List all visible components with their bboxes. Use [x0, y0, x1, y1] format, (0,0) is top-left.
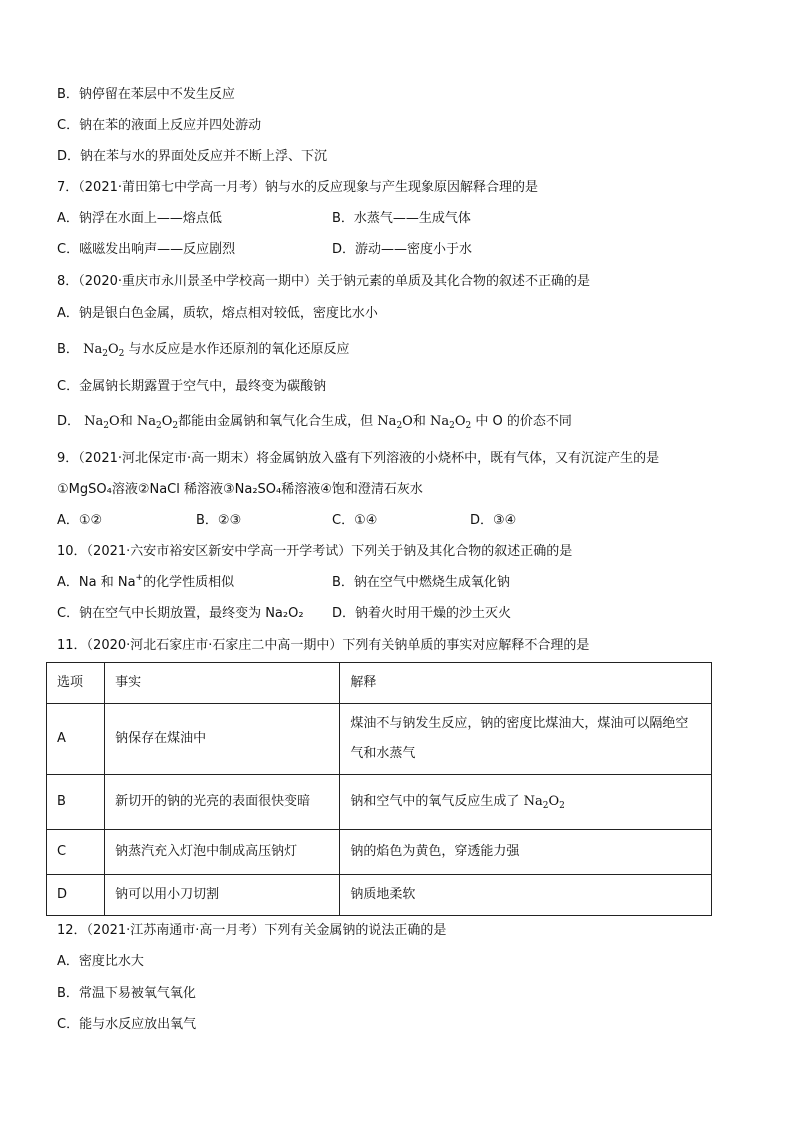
q12-option-a: A．密度比水大	[57, 954, 144, 969]
q10-options-ab	[57, 573, 510, 592]
q7-options-ab	[57, 210, 471, 228]
q12-option-c: C．能与水反应放出氧气	[57, 1017, 197, 1032]
q8b-prefix: B．	[57, 342, 79, 357]
q8b-formula: $Na_2O_2$	[83, 342, 125, 359]
row-option: D	[47, 875, 105, 916]
q8-option-d: D． $Na_2O$和 $Na_2O_2$都能由金属钠和氧气化合生成，但 $Na_2O$和 $Na_2O_2$ 中 O 的价态不同	[57, 414, 572, 431]
q10-option-d: D．钠着火时用干燥的沙土灭火	[332, 606, 512, 621]
table-header-row	[47, 663, 712, 704]
row-fact: 钠保存在煤油中	[105, 704, 340, 775]
header-explanation: 解释	[340, 663, 712, 704]
q9-option-c: C．①④	[332, 513, 378, 528]
question-10: 10．（2021·六安市裕安区新安中学高一开学考试）下列关于钠及其化合物的叙述正确的是	[57, 544, 573, 559]
table-row	[47, 875, 712, 916]
q10-option-b: B．钠在空气中燃烧生成氧化钠	[332, 575, 510, 590]
q8d-formula-1: $Na_2O$	[84, 414, 120, 431]
question-8: 8．（2020·重庆市永川景圣中学校高一期中）关于钠元素的单质及其化合物的叙述不正确的是	[57, 274, 590, 289]
q7-option-c: C．嗞嗞发出响声——反应剧烈	[57, 242, 236, 257]
q9-option-a: A．①②	[57, 513, 103, 528]
table-row	[47, 775, 712, 830]
q7-option-d: D．游动——密度小于水	[332, 242, 473, 257]
question-7: 7．（2021·莆田第七中学高一月考）钠与水的反应现象与产生现象原因解释合理的是	[57, 180, 538, 195]
row-option: A	[47, 704, 105, 775]
q6-option-c: C．钠在苯的液面上反应并四处游动	[57, 118, 262, 133]
q7-option-b: B．水蒸气——生成气体	[332, 211, 471, 226]
q9-option-b: B．②③	[196, 513, 242, 528]
q10-options-cd	[57, 605, 512, 623]
header-fact: 事实	[105, 663, 340, 704]
q8b-text: 与水反应是水作还原剂的氧化还原反应	[128, 342, 350, 357]
q12-option-b: B．常温下易被氧气氧化	[57, 986, 196, 1001]
table-row	[47, 830, 712, 875]
q10-option-c: C．钠在空气中长期放置，最终变为 Na₂O₂	[57, 606, 304, 621]
row-explanation: 煤油不与钠发生反应，钠的密度比煤油大，煤油可以隔绝空 气和水蒸气	[340, 704, 712, 775]
q6-option-d: D．钠在苯与水的界面处反应并不断上浮、下沉	[57, 149, 328, 164]
q8d-formula-2: $Na_2O_2$	[136, 414, 179, 431]
row-explanation: 钠和空气中的氧气反应生成了 $Na_2O_2$	[340, 775, 712, 830]
row-fact: 新切开的钠的光亮的表面很快变暗	[105, 775, 340, 830]
q8d-formula-4: $Na_2O_2$	[430, 414, 472, 431]
q6-option-b: B．钠停留在苯层中不发生反应	[57, 87, 235, 102]
q11-table	[46, 662, 712, 916]
q8-option-b	[57, 341, 350, 359]
row-explanation: 钠质地柔软	[340, 875, 712, 916]
question-12: 12．（2021·江苏南通市·高一月考）下列有关金属钠的说法正确的是	[57, 923, 447, 938]
q9-option-d: D．③④	[470, 513, 517, 528]
table-row	[47, 704, 712, 775]
q7-option-a: A．钠浮在水面上——熔点低	[57, 211, 222, 226]
question-9: 9．（2021·河北保定市·高一期末）将金属钠放入盛有下列溶液的小烧杯中，既有气体，又有沉淀产生的是	[57, 451, 660, 466]
q10-option-a: A．Na 和 Na+的化学性质相似	[57, 573, 235, 590]
row-explanation: 钠的焰色为黄色，穿透能力强	[340, 830, 712, 875]
q8d-formula-3: $Na_2O$	[377, 414, 413, 431]
header-option: 选项	[47, 663, 105, 704]
row-option: B	[47, 775, 105, 830]
q7-options-cd	[57, 241, 473, 259]
q8-option-c: C．金属钠长期露置于空气中，最终变为碳酸钠	[57, 379, 327, 394]
question-11: 11．（2020·河北石家庄市·石家庄二中高一期中）下列有关钠单质的事实对应解释不合理的是	[57, 638, 590, 653]
q9-solution-list: ①MgSO₄溶液②NaCl 稀溶液③Na₂SO₄稀溶液④饱和澄清石灰水	[57, 482, 423, 497]
row-fact: 钠蒸汽充入灯泡中制成高压钠灯	[105, 830, 340, 875]
row-fact: 钠可以用小刀切割	[105, 875, 340, 916]
q8-option-a: A．钠是银白色金属，质软，熔点相对较低，密度比水小	[57, 306, 378, 321]
row-option: C	[47, 830, 105, 875]
